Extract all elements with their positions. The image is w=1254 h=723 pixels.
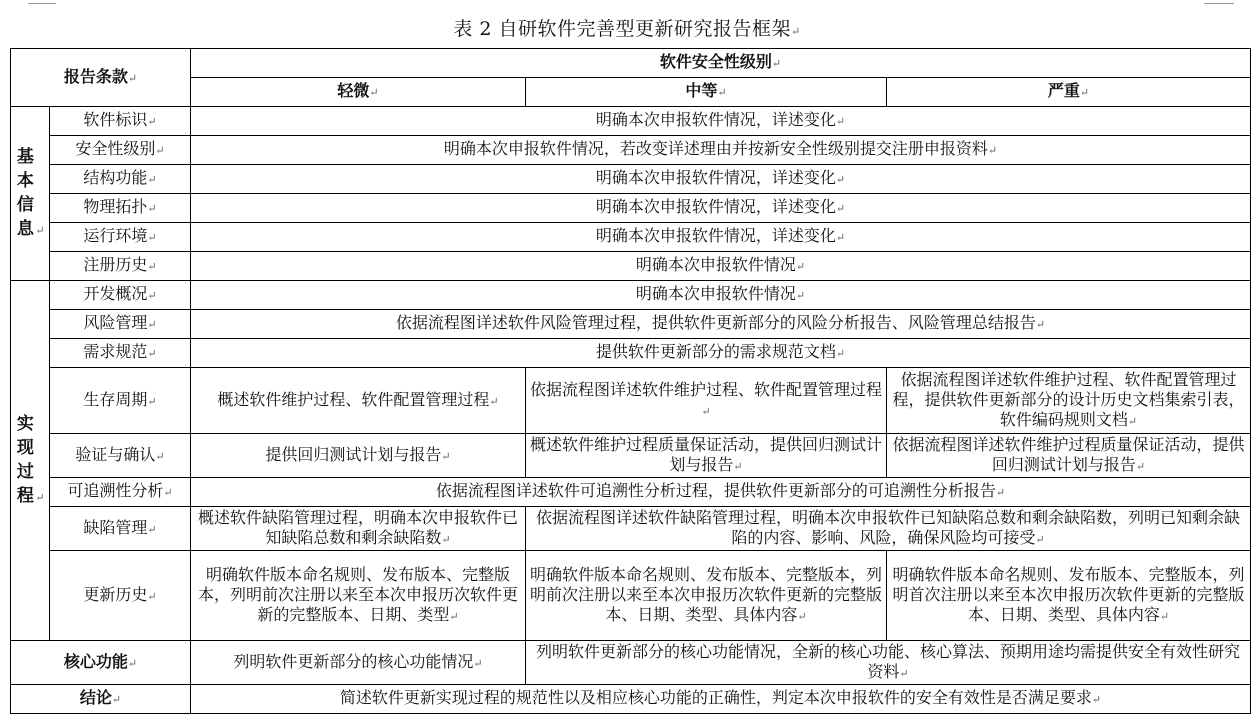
level-header: 软件安全性级别 ↵ [191,49,1251,78]
page-corner-mark-right [1204,0,1234,4]
table-row [11,685,1251,714]
row-label: 需求规范 ↵ [50,339,191,368]
row-content: 明确本次申报软件情况，详述变化 ↵ [191,194,1251,223]
row-content: 依据流程图详述软件可追溯性分析过程，提供软件更新部分的可追溯性分析报告 ↵ [191,478,1251,507]
row-label: 注册历史 ↵ [50,252,191,281]
row-content: 明确本次申报软件情况 ↵ [191,252,1251,281]
row-content: 明确本次申报软件情况，详述变化 ↵ [191,107,1251,136]
row-content: 依据流程图详述软件风险管理过程，提供软件更新部分的风险分析报告、风险管理总结报告 ↵ [191,310,1251,339]
table-row [11,551,1251,641]
clause-header: 报告条款 ↵ [11,49,191,107]
core-function-label: 核心功能 ↵ [11,641,191,685]
cell-minor: 列明软件更新部分的核心功能情况 ↵ [191,641,526,685]
table-row [11,339,1251,368]
conclusion-content: 简述软件更新实现过程的规范性以及相应核心功能的正确性，判定本次申报软件的安全有效性是否满足要求 ↵ [191,685,1251,714]
row-label: 软件标识 ↵ [50,107,191,136]
table-row [11,252,1251,281]
group-basic-info: 基本信息 ↵ [11,107,50,281]
table-row [11,107,1251,136]
conclusion-label: 结论 ↵ [11,685,191,714]
table-row [11,507,1251,551]
table-row [11,641,1251,685]
row-label: 风险管理 ↵ [50,310,191,339]
row-label: 更新历史 ↵ [50,551,191,641]
row-content: 明确本次申报软件情况，详述变化 ↵ [191,165,1251,194]
page-corner-mark-left [28,0,56,4]
cell-minor: 明确软件版本命名规则、发布版本、完整版本，列明前次注册以来至本次申报历次软件更新的完整版本、日期、类型 ↵ [191,551,526,641]
cell-moderate-major: 依据流程图详述软件缺陷管理过程，明确本次申报软件已知缺陷总数和剩余缺陷数，列明已知剩余缺陷的内容、影响、风险，确保风险均可接受 ↵ [526,507,1251,551]
level-major-header: 严重 ↵ [887,78,1251,107]
header-row-2 [11,78,1251,107]
cell-major: 依据流程图详述软件维护过程、软件配置管理过程，提供软件更新部分的设计历史文档集索引表，软件编码规则文档 ↵ [887,368,1251,434]
cell-moderate-major: 列明软件更新部分的核心功能情况，全新的核心功能、核心算法、预期用途均需提供安全有效性研究资料 ↵ [526,641,1251,685]
row-content: 明确本次申报软件情况，详述变化 ↵ [191,223,1251,252]
cell-major: 明确软件版本命名规则、发布版本、完整版本，列明首次注册以来至本次申报历次软件更新的完整版本、日期、类型、具体内容 ↵ [887,551,1251,641]
row-label: 结构功能 ↵ [50,165,191,194]
row-label: 运行环境 ↵ [50,223,191,252]
table-row [11,194,1251,223]
table-row [11,368,1251,434]
cell-minor: 概述软件缺陷管理过程，明确本次申报软件已知缺陷总数和剩余缺陷数 ↵ [191,507,526,551]
cell-minor: 提供回归测试计划与报告 ↵ [191,434,526,478]
table-row [11,136,1251,165]
cell-moderate: 明确软件版本命名规则、发布版本、完整版本，列明前次注册以来至本次申报历次软件更新的完整版本、日期、类型、具体内容 ↵ [526,551,887,641]
table-row [11,478,1251,507]
group-implementation-process: 实现过程 ↵ [11,281,50,641]
cell-major: 依据流程图详述软件维护过程质量保证活动，提供回归测试计划与报告 ↵ [887,434,1251,478]
table-row [11,223,1251,252]
row-label: 物理拓扑 ↵ [50,194,191,223]
row-label: 缺陷管理 ↵ [50,507,191,551]
row-content: 明确本次申报软件情况，若改变详述理由并按新安全性级别提交注册申报资料 ↵ [191,136,1251,165]
row-label: 生存周期 ↵ [50,368,191,434]
cell-moderate: 依据流程图详述软件维护过程、软件配置管理过程 ↵ [526,368,887,434]
table-caption: 表 2 自研软件完善型更新研究报告框架 ↵ [0,16,1254,45]
row-label: 验证与确认 ↵ [50,434,191,478]
row-label: 可追溯性分析 ↵ [50,478,191,507]
row-content: 提供软件更新部分的需求规范文档 ↵ [191,339,1251,368]
table-row [11,281,1251,310]
level-moderate-header: 中等 ↵ [526,78,887,107]
level-minor-header: 轻微 ↵ [191,78,526,107]
table-row [11,434,1251,478]
header-row-1 [11,49,1251,78]
report-framework-table [10,48,1251,714]
table-row [11,165,1251,194]
row-label: 安全性级别 ↵ [50,136,191,165]
row-label: 开发概况 ↵ [50,281,191,310]
table-row [11,310,1251,339]
cell-moderate: 概述软件维护过程质量保证活动，提供回归测试计划与报告 ↵ [526,434,887,478]
cell-minor: 概述软件维护过程、软件配置管理过程 ↵ [191,368,526,434]
row-content: 明确本次申报软件情况 ↵ [191,281,1251,310]
